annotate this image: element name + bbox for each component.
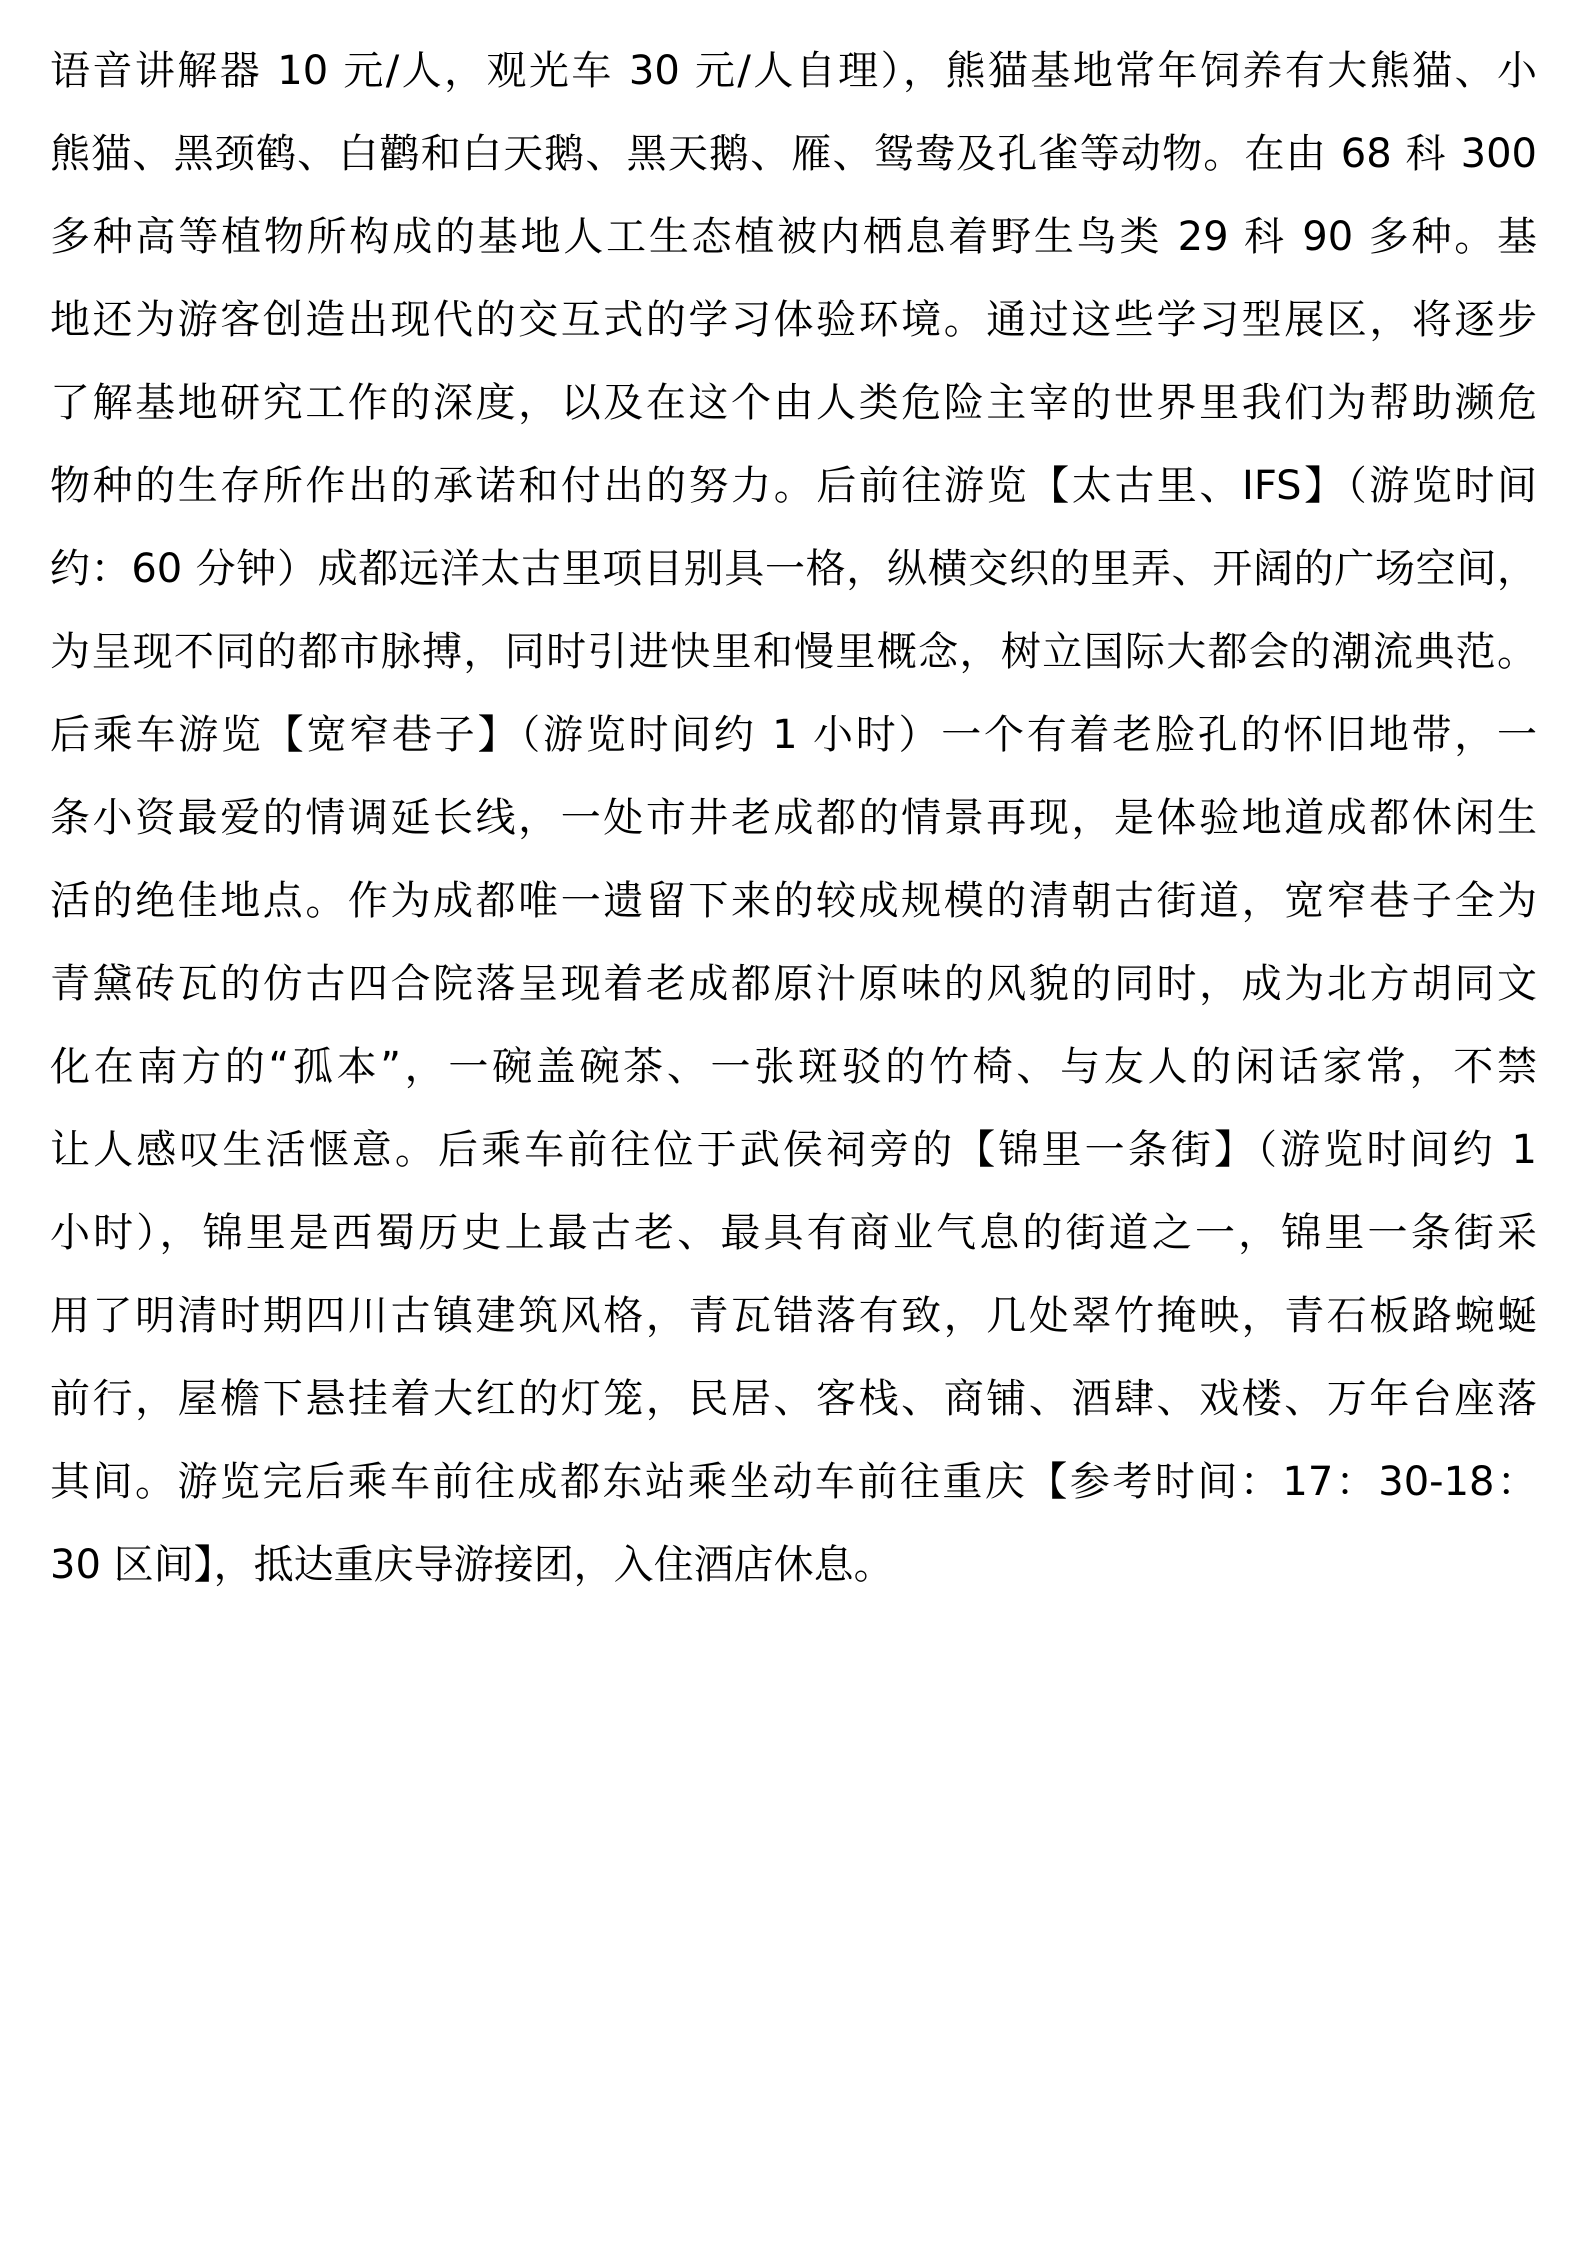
text-line: 语音讲解器 10 元/人，观光车 30 元/人自理），熊猫基地常年饲养有大熊猫、小 <box>50 48 1537 94</box>
text-line: 30 区间】，抵达重庆导游接团，入住酒店休息。 <box>50 1542 894 1588</box>
text-line: 物种的生存所作出的承诺和付出的努力。后前往游览【太古里、IFS】（游览时间 <box>50 463 1537 509</box>
body-paragraph <box>50 30 1537 1607</box>
text-line: 后乘车游览【宽窄巷子】（游览时间约 1 小时）一个有着老脸孔的怀旧地带，一 <box>50 712 1537 758</box>
text-line: 地还为游客创造出现代的交互式的学习体验环境。通过这些学习型展区，将逐步 <box>50 297 1537 343</box>
text-line: 其间。游览完后乘车前往成都东站乘坐动车前往重庆【参考时间：17：30-18： <box>50 1459 1537 1505</box>
text-line: 用了明清时期四川古镇建筑风格，青瓦错落有致，几处翠竹掩映，青石板路蜿蜒 <box>50 1293 1537 1339</box>
text-line: 让人感叹生活惬意。后乘车前往位于武侯祠旁的【锦里一条街】（游览时间约 1 <box>50 1127 1537 1173</box>
text-line: 活的绝佳地点。作为成都唯一遗留下来的较成规模的清朝古街道，宽窄巷子全为 <box>50 878 1537 924</box>
text-line: 小时），锦里是西蜀历史上最古老、最具有商业气息的街道之一，锦里一条街采 <box>50 1210 1537 1256</box>
text-line: 熊猫、黑颈鹤、白鹳和白天鹅、黑天鹅、雁、鸳鸯及孔雀等动物。在由 68 科 300 <box>50 131 1537 177</box>
text-line: 约：60 分钟）成都远洋太古里项目别具一格，纵横交织的里弄、开阔的广场空间， <box>50 546 1537 592</box>
text-line: 青黛砖瓦的仿古四合院落呈现着老成都原汁原味的风貌的同时，成为北方胡同文 <box>50 961 1537 1007</box>
text-line: 了解基地研究工作的深度，以及在这个由人类危险主宰的世界里我们为帮助濒危 <box>50 380 1537 426</box>
text-line: 条小资最爱的情调延长线，一处市井老成都的情景再现，是体验地道成都休闲生 <box>50 795 1537 841</box>
text-line: 为呈现不同的都市脉搏，同时引进快里和慢里概念，树立国际大都会的潮流典范。 <box>50 629 1537 675</box>
text-line: 多种高等植物所构成的基地人工生态植被内栖息着野生鸟类 29 科 90 多种。基 <box>50 214 1537 260</box>
text-line: 化在南方的“孤本”，一碗盖碗茶、一张斑驳的竹椅、与友人的闲话家常，不禁 <box>50 1044 1537 1090</box>
text-line: 前行，屋檐下悬挂着大红的灯笼，民居、客栈、商铺、酒肆、戏楼、万年台座落 <box>50 1376 1537 1422</box>
